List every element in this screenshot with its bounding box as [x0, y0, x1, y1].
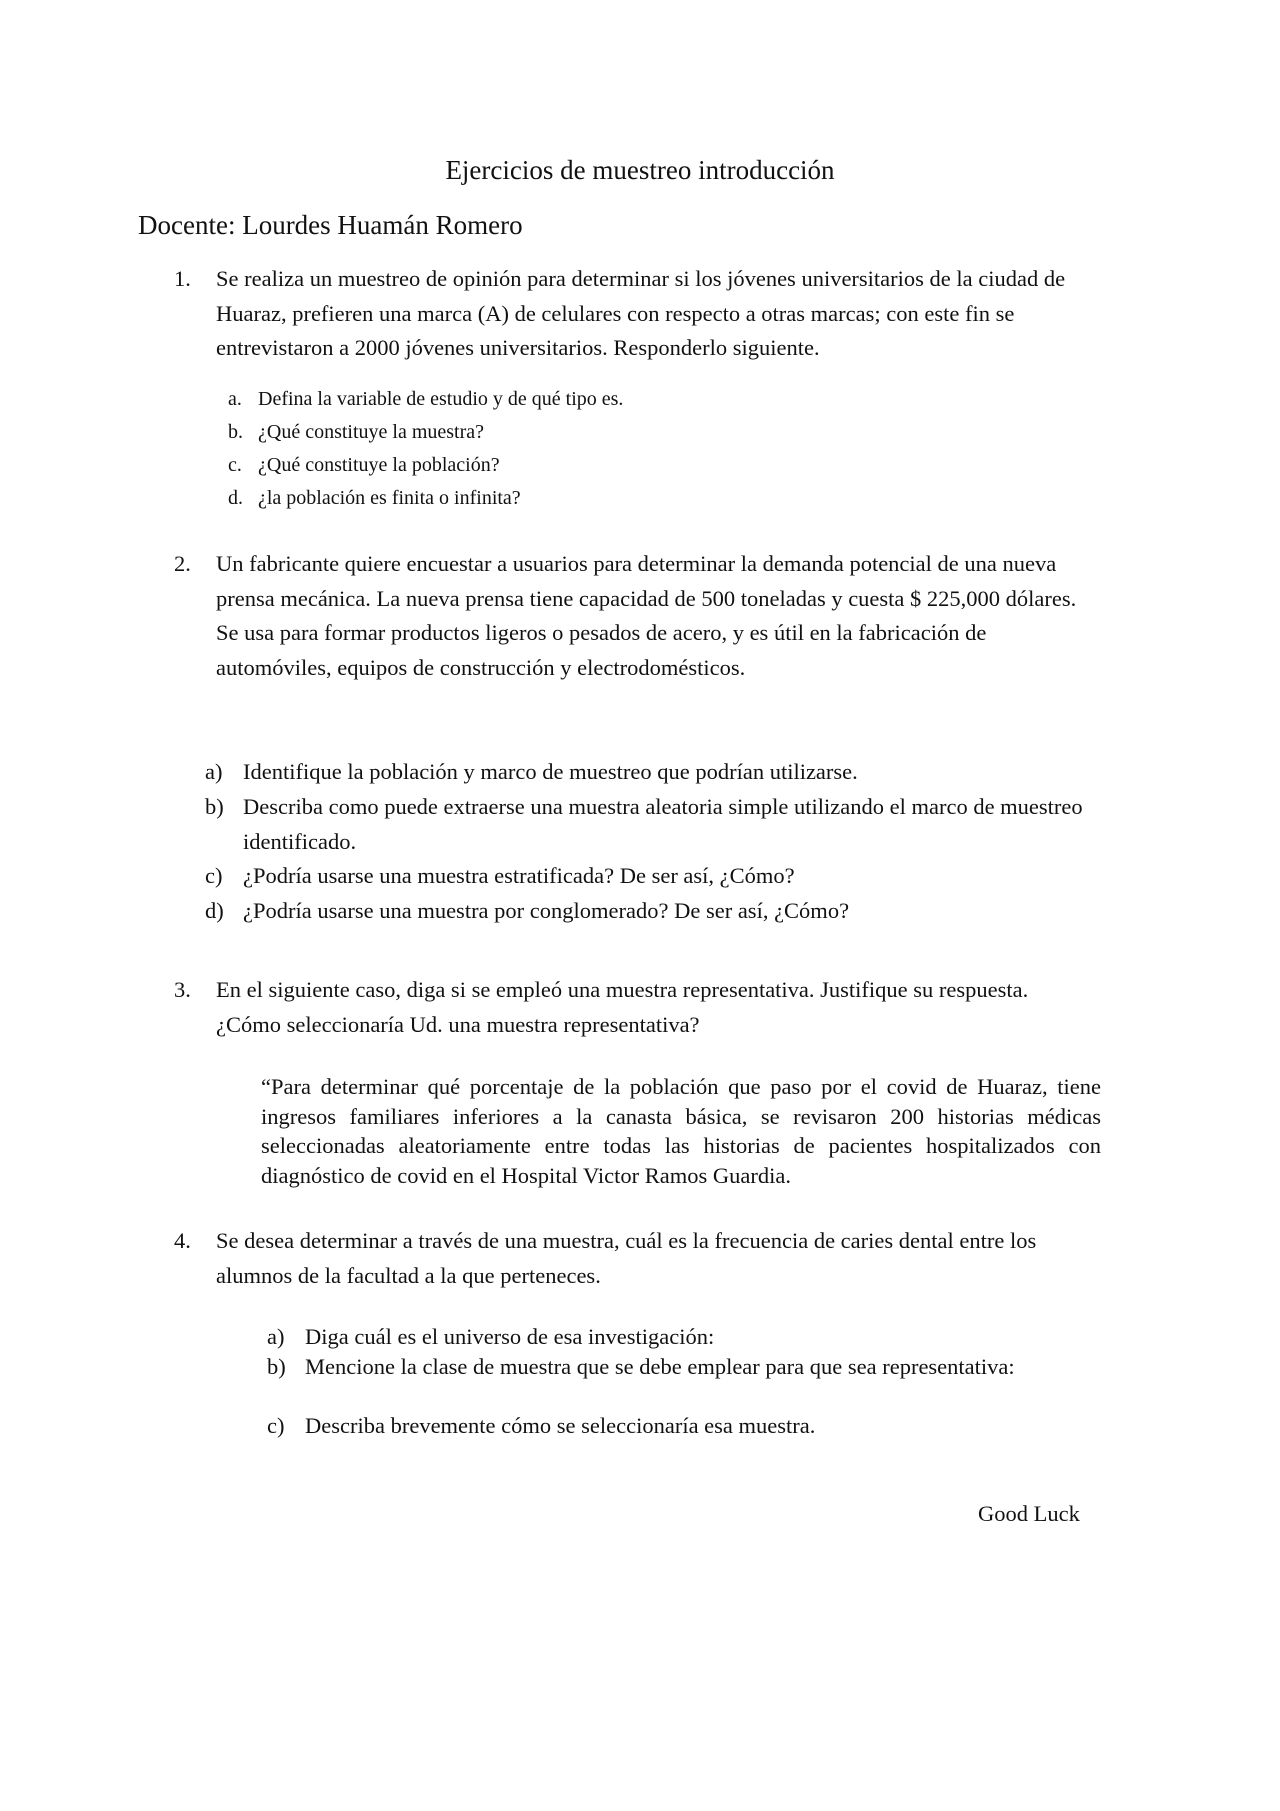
- item-label: c): [267, 1413, 285, 1438]
- item-text: ¿Qué constituye la muestra?: [258, 421, 485, 443]
- item-label: d): [205, 898, 224, 923]
- closing-text: Good Luck: [978, 1501, 1080, 1526]
- item-label: b): [205, 794, 224, 819]
- question-text: Se desea determinar a través de una muestra, cuál es la frecuencia de caries dental entre los alumnos de la facultad a la que perteneces.: [216, 1228, 1037, 1288]
- question-text: Un fabricante quiere encuestar a usuarios para determinar la demanda potencial de una nueva prensa mecánica. La nueva prensa tiene capacidad de 500 toneladas y cuesta $ 225,000 dólares. Se usa para formar productos ligeros o pesados de acero, y es útil en la fabricación de automóviles, equipos de construcción y electrodomésticos.: [216, 551, 1077, 680]
- item-label: c.: [228, 454, 242, 476]
- item-label: a): [205, 759, 223, 784]
- item-text: ¿la población es finita o infinita?: [258, 487, 521, 509]
- item-text: ¿Podría usarse una muestra estratificada? De ser así, ¿Cómo?: [243, 863, 795, 888]
- item-text: Mencione la clase de muestra que se debe emplear para que sea representativa:: [305, 1354, 1015, 1379]
- item-text: Diga cuál es el universo de esa investigación:: [305, 1324, 715, 1349]
- item-text: Identifique la población y marco de muestreo que podrían utilizarse.: [243, 759, 858, 784]
- item-text: ¿Podría usarse una muestra por conglomerado? De ser así, ¿Cómo?: [243, 898, 850, 923]
- item-text: Describa como puede extraerse una muestra aleatoria simple utilizando el marco de muestreo identificado.: [243, 794, 1083, 854]
- case-quote: “Para determinar qué porcentaje de la población que paso por el covid de Huaraz, tiene ingresos familiares inferiores a la canasta básica, se revisaron 200 historias médicas seleccionadas aleatoriamente entre todas las historias de pacientes hospitalizados con diagnóstico de covid en el Hospital Victor Ramos Guardia.: [261, 1074, 1101, 1188]
- item-text: Defina la variable de estudio y de qué tipo es.: [258, 388, 624, 410]
- item-label: c): [205, 863, 223, 888]
- item-text: Describa brevemente cómo se seleccionaría esa muestra.: [305, 1413, 816, 1438]
- document-title: Ejercicios de muestreo introducción: [445, 155, 835, 185]
- teacher-name: Docente: Lourdes Huamán Romero: [138, 210, 523, 240]
- item-text: ¿Qué constituye la población?: [258, 454, 500, 476]
- question-number: 1.: [174, 266, 191, 291]
- question-text: Se realiza un muestreo de opinión para determinar si los jóvenes universitarios de la ciudad de Huaraz, prefieren una marca (A) de celulares con respecto a otras marcas; con este fin se entrevistaron a 2000 jóvenes universitarios. Responderlo siguiente.: [216, 266, 1066, 360]
- item-label: b): [267, 1354, 286, 1379]
- item-label: d.: [228, 487, 243, 509]
- item-label: a.: [228, 388, 242, 410]
- item-label: b.: [228, 421, 243, 443]
- question-number: 2.: [174, 551, 191, 576]
- question-number: 3.: [174, 977, 191, 1002]
- question-text: En el siguiente caso, diga si se empleó una muestra representativa. Justifique su respuesta. ¿Cómo seleccionaría Ud. una muestra representativa?: [216, 977, 1029, 1037]
- item-label: a): [267, 1324, 285, 1349]
- question-number: 4.: [174, 1228, 191, 1253]
